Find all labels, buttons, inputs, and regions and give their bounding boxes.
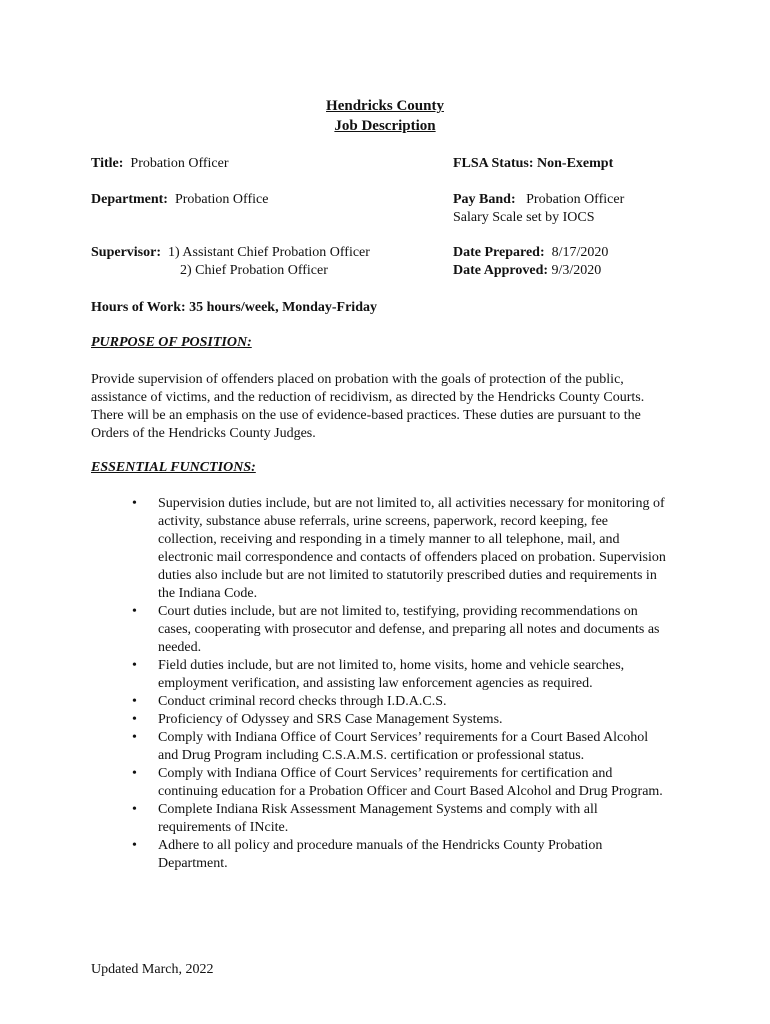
bullet-icon: • [132,838,137,853]
date-approved-field [453,262,601,280]
flsa-label: FLSA Status: [453,156,534,171]
list-item: • Court duties include, but are not limited to, testifying, providing recommendations on cases, cooperating with prosecutor and defense, and preparing all notes and documents as needed. [132,604,660,655]
purpose-heading: PURPOSE OF POSITION: [91,335,252,350]
title-block [0,96,770,136]
payband-value: Probation Officer [526,192,625,207]
list-item: • Supervision duties include, but are not limited to, all activities necessary for monitoring of activity, substance abuse referrals, urine screens, paperwork, record keeping, fee collection, receiving and responding in a timely manner to all telephone, mail, and electronic mail correspondence and contacts of offenders placed on probation. Supervision duties also include but are not limited to statutorily prescribed duties and requirements in the Indiana Code. [132,496,666,601]
functions-heading: ESSENTIAL FUNCTIONS: [91,460,256,475]
bullet-icon: • [132,658,137,673]
department-field [91,191,268,209]
doc-type-heading: Job Description [334,118,436,134]
payband-label: Pay Band: [453,192,516,207]
purpose-paragraph [91,371,676,443]
date-approved-value: 9/3/2020 [551,263,602,278]
list-item: • Conduct criminal record checks through I.D.A.C.S. [132,694,447,709]
date-prepared-value: 8/17/2020 [551,245,609,260]
bullet-icon: • [132,604,137,619]
title-value: Probation Officer [130,156,229,171]
bullet-icon: • [132,694,137,709]
department-value: Probation Office [174,192,269,207]
list-item: • Complete Indiana Risk Assessment Management Systems and comply with all requirements of INcite. [132,802,598,835]
title-field [91,155,229,173]
salary-scale: Salary Scale set by IOCS [453,210,595,225]
hours-of-work: Hours of Work: 35 hours/week, Monday-Friday [91,300,377,315]
supervisor-field [91,244,370,262]
purpose-text: Provide supervision of offenders placed on probation with the goals of protection of the public, assistance of victims, and the reduction of recidivism, as directed by the Hendricks County Courts. There will be an emphasis on the use of evidence-based practices. These duties are pursuant to the Orders of the Hendricks County Judges. [91,372,645,441]
supervisor-1: 1) Assistant Chief Probation Officer [168,245,370,260]
list-item: • Adhere to all policy and procedure manuals of the Hendricks County Probation Department. [132,838,603,871]
bullet-icon: • [132,802,137,817]
list-item: • Field duties include, but are not limited to, home visits, home and vehicle searches, employment verification, and assisting law enforcement agencies as required. [132,658,625,691]
supervisor-2: 2) Chief Probation Officer [180,263,328,278]
list-item: • Comply with Indiana Office of Court Services’ requirements for certification and continuing education for a Probation Officer and Court Based Alcohol and Drug Program. [132,766,663,799]
flsa-value: Non-Exempt [537,156,614,171]
date-prepared-field [453,244,608,262]
bullet-icon: • [132,496,137,511]
date-prepared-label: Date Prepared: [453,245,545,260]
title-label: Title: [91,156,124,171]
bullet-icon: • [132,712,137,727]
supervisor-label: Supervisor: [91,245,161,260]
department-label: Department: [91,192,168,207]
payband-field [453,191,624,209]
date-approved-label: Date Approved: [453,263,549,278]
list-item: • Comply with Indiana Office of Court Services’ requirements for a Court Based Alcohol and Drug Program including C.S.A.M.S. certification or professional status. [132,730,649,763]
county-heading: Hendricks County [326,98,444,114]
bullet-icon: • [132,766,137,781]
functions-list [130,495,670,873]
flsa-field [453,155,613,173]
list-item: • Proficiency of Odyssey and SRS Case Management Systems. [132,712,503,727]
bullet-icon: • [132,730,137,745]
footer-updated: Updated March, 2022 [91,962,214,977]
